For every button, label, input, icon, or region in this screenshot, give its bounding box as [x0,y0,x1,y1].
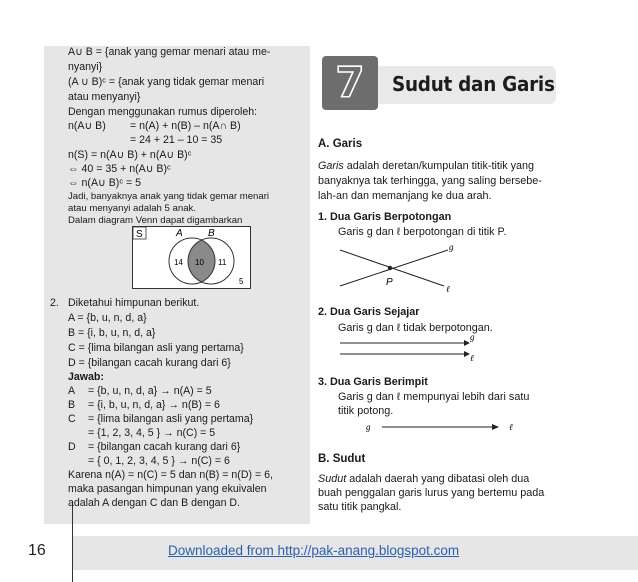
left-line-5: Dengan menggunakan rumus diperoleh: [68,106,258,118]
fig1-p-label: P [386,277,393,288]
answer-value-b: = {i, b, u, n, d, a} → n(B) = 6 [88,399,220,411]
answer-value-c: = {lima bilangan asli yang pertama} [88,413,254,425]
venn-only-a: 14 [174,258,183,267]
item-3-desc-2: titik potong. [338,405,394,417]
venn-outside: 5 [239,277,244,286]
section-a-heading: A. Garis [318,138,363,150]
q2-line-4: C = {lima bilangan asli yang pertama} [68,342,244,354]
answer-key-a: A [68,385,76,397]
fig1-l-label: ℓ [446,284,450,294]
garis-def-line-3: lah-an dan memanjang ke dua arah. [318,190,492,202]
answer-key-b: B [68,399,76,411]
download-link[interactable]: Downloaded from http://pak-anang.blogspot.com [168,543,460,558]
venn-diagram [132,226,252,290]
garis-def-line-1: Garis adalah deretan/kumpulan titik-titik yang [318,160,535,172]
jawab-label: Jawab: [68,371,104,383]
step-1: ⇔ 40 = 35 + n(A∪ B)ᶜ [68,163,171,175]
answer-key-d: D [68,441,76,453]
sudut-def-line-1: Sudut adalah daerah yang dibatasi oleh dua [318,473,530,485]
defined-term: Sudut [318,473,347,485]
answer-value-a: = {b, u, n, d, a} → n(A) = 5 [88,385,212,397]
left-line-1: A∪ B = {anak yang gemar menari atau me- [68,46,271,58]
formula-result: = 24 + 21 – 10 = 35 [130,134,223,146]
final-line-2: maka pasangan himpunan yang ekuivalen [68,483,267,495]
q2-line-5: D = {bilangan cacah kurang dari 6} [68,357,231,369]
step-2: ⇔ n(A∪ B)ᶜ = 5 [68,177,142,189]
fig1-g-label: g [449,242,454,252]
venn-only-b: 11 [218,258,227,267]
chapter-title: Sudut dan Garis [392,72,555,96]
ns-equation: n(S) = n(A∪ B) + n(A∪ B)ᶜ [68,149,192,161]
section-b-heading: B. Sudut [318,453,366,465]
answer-value-d-list: = { 0, 1, 2, 3, 4, 5 } → n(C) = 6 [88,455,230,467]
page-number: 16 [28,542,46,559]
answer-value-c-list: = {1, 2, 3, 4, 5 } → n(C) = 5 [88,427,216,439]
point-p [388,266,392,270]
item-1-title: 1. Dua Garis Berpotongan [318,211,452,223]
conclusion-3: Dalam diagram Venn dapat digambarkan [68,215,243,226]
item-2-title: 2. Dua Garis Sejajar [318,306,420,318]
item-3-title: 3. Dua Garis Berimpit [318,376,428,388]
venn-a-label: A [176,228,183,239]
item-3-desc-1: Garis g dan ℓ mempunyai lebih dari satu [338,391,530,403]
final-line-3: adalah A dengan C dan B dengan D. [68,497,240,509]
left-line-3: (A ∪ B)ᶜ = {anak yang tidak gemar menari [68,76,265,88]
left-line-2: nyanyi} [68,61,103,73]
formula-rhs: = n(A) + n(B) – n(A∩ B) [130,120,241,132]
defined-term: Garis [318,160,344,172]
fig3-l-label: ℓ [509,422,513,432]
sudut-def-line-2: buah penggalan garis lurus yang bertemu pada [318,487,545,499]
answer-key-c: C [68,413,76,425]
venn-both: 10 [195,258,204,267]
coincident-lines-figure [366,418,526,436]
fig3-g-label: g [366,422,371,432]
left-line-4: atau menyanyi} [68,91,141,103]
garis-def-line-2: banyaknya tak terhingga, yang saling bersebe- [318,175,542,187]
final-line-1: Karena n(A) = n(C) = 5 dan n(B) = n(D) = 6, [68,469,273,481]
q2-line-3: B = {i, b, u, n, d, a} [68,327,156,339]
fig2-l-label: ℓ [470,353,474,363]
answer-value-d: = {bilangan cacah kurang dari 6} [88,441,241,453]
q2-line-1: Diketahui himpunan berikut. [68,297,200,309]
formula-lhs: n(A∪ B) [68,120,106,132]
conclusion-1: Jadi, banyaknya anak yang tidak gemar menari [68,191,270,202]
fig2-g-label: g [470,332,475,342]
sudut-def-line-3: satu titik pangkal. [318,501,402,513]
intersecting-lines-figure [338,238,478,294]
conclusion-2: atau menyanyi adalah 5 anak. [68,203,197,214]
item-1-desc: Garis g dan ℓ berpotongan di titik P. [338,226,507,238]
venn-b-label: B [208,228,215,239]
venn-s-label: S [136,229,143,240]
arrow-head-coincident [492,424,499,430]
item-2-desc: Garis g dan ℓ tidak berpotongan. [338,322,493,334]
chapter-number: 7 [335,58,365,107]
parallel-lines-figure [338,332,478,363]
q2-number: 2. [50,297,59,309]
q2-line-2: A = {b, u, n, d, a} [68,312,147,324]
